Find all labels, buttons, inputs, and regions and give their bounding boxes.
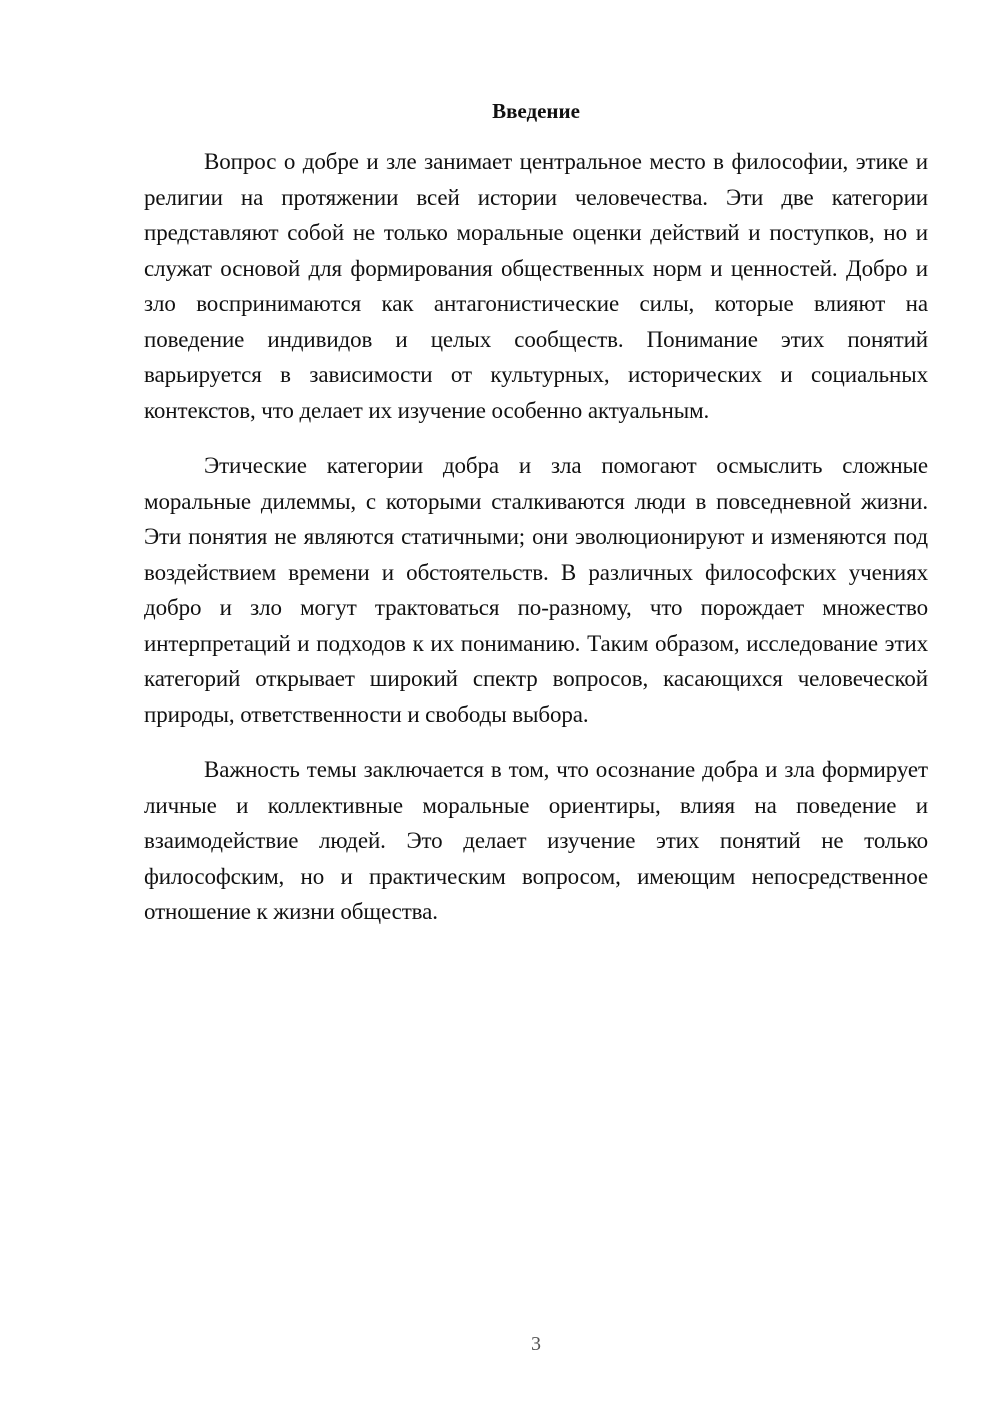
paragraph-3: Важность темы заключается в том, что осознание добра и зла формирует личные и коллективные моральные ориентиры, влияя на поведение и взаимодействие людей. Это делает изучение этих понятий не только философским, но и практическим вопросом, имеющим непосредственное отношение к жизни общества. <box>144 757 928 924</box>
section-heading: Введение <box>492 99 580 123</box>
paragraph-1: Вопрос о добре и зле занимает центральное место в философии, этике и религии на протяжении всей истории человечества. Эти две категории представляют собой не только моральные оценки действий и поступков, но и служат основой для формирования общественных норм и ценностей. Добро и зло воспринимаются как антагонистические силы, которые влияют на поведение индивидов и целых сообществ. Понимание этих понятий варьируется в зависимости от культурных, исторических и социальных контекстов, что делает их изучение особенно актуальным. <box>144 149 928 423</box>
paragraph-2: Этические категории добра и зла помогают осмыслить сложные моральные дилеммы, с которыми сталкиваются люди в повседневной жизни. Эти понятия не являются статичными; они эволюционируют и изменяются под воздействием времени и обстоятельств. В различных философских учениях добро и зло могут трактоваться по-разному, что порождает множество интерпретаций и подходов к их пониманию. Таким образом, исследование этих категорий открывает широкий спектр вопросов, касающихся человеческой природы, ответственности и свободы выбора. <box>144 453 928 727</box>
body-text <box>144 144 928 950</box>
page-number: 3 <box>531 1333 541 1355</box>
